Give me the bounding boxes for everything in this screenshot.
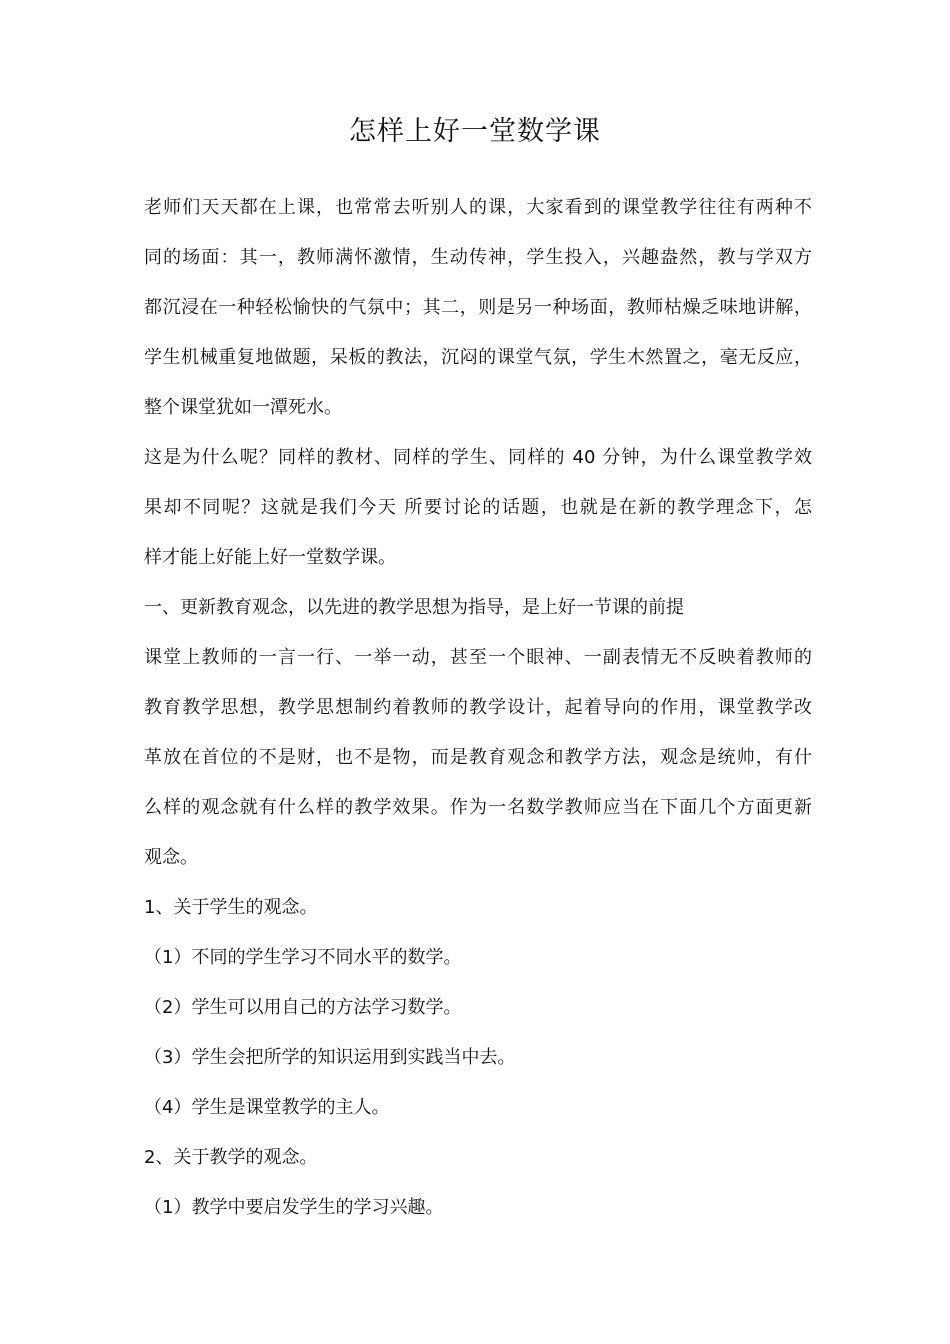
- text-line: 样才能上好能上好一堂数学课。: [144, 547, 396, 568]
- document-title: 怎样上好一堂数学课: [349, 116, 601, 147]
- text-line: 一、更新教育观念，以先进的教学思想为指导，是上好一节课的前提: [144, 597, 684, 618]
- text-line: 观念。: [144, 847, 198, 868]
- text-line: 课堂上教师的一言一行、一举一动，甚至一个眼神、一副表情无不反映着教师的: [144, 647, 812, 668]
- text-line: 么样的观念就有什么样的教学效果。作为一名数学教师应当在下面几个方面更新: [144, 797, 812, 818]
- text-line: 革放在首位的不是财，也不是物，而是教育观念和教学方法，观念是统帅，有什: [144, 747, 812, 768]
- text-line: （2）学生可以用自己的方法学习数学。: [144, 997, 462, 1018]
- text-line: 1、关于学生的观念。: [144, 897, 318, 918]
- document-body: [144, 183, 812, 1233]
- text-line: （1）不同的学生学习不同水平的数学。: [144, 947, 462, 968]
- text-line: （3）学生会把所学的知识运用到实践当中去。: [144, 1047, 516, 1068]
- text-line: 同的场面：其一，教师满怀激情，生动传神，学生投入，兴趣盎然，教与学双方: [144, 247, 812, 268]
- text-line: （4）学生是课堂教学的主人。: [144, 1097, 390, 1118]
- text-line: 果却不同呢？这就是我们今天 所要讨论的话题，也就是在新的教学理念下，怎: [144, 497, 812, 518]
- text-line: 都沉浸在一种轻松愉快的气氛中；其二，则是另一种场面，教师枯燥乏味地讲解，: [144, 297, 812, 318]
- text-line: 整个课堂犹如一潭死水。: [144, 397, 342, 418]
- text-line: 老师们天天都在上课，也常常去听别人的课，大家看到的课堂教学往往有两种不: [144, 197, 812, 218]
- text-line: （1）教学中要启发学生的学习兴趣。: [144, 1197, 444, 1218]
- text-line: 学生机械重复地做题，呆板的教法，沉闷的课堂气氛，学生木然置之，毫无反应，: [144, 347, 812, 368]
- text-line: 2、关于教学的观念。: [144, 1147, 318, 1168]
- text-line: 教育教学思想，教学思想制约着教师的教学设计，起着导向的作用，课堂教学改: [144, 697, 812, 718]
- text-line: 这是为什么呢？同样的教材、同样的学生、同样的 40 分钟，为什么课堂教学效: [144, 447, 812, 468]
